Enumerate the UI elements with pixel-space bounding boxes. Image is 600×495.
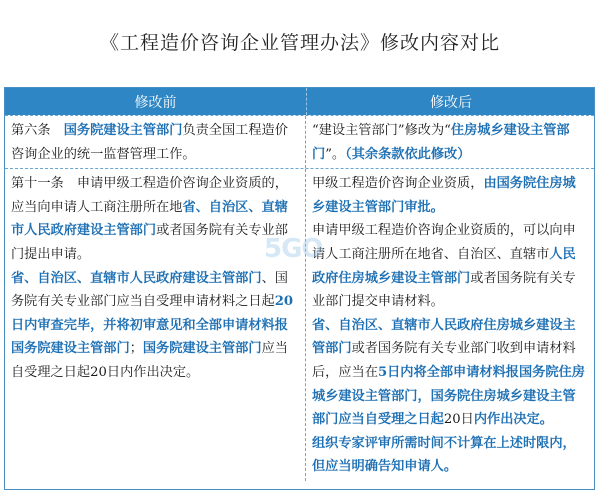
cell-before	[5, 169, 306, 481]
text-segment: 应当自受理之日起20日内作出决定。	[11, 341, 288, 380]
paragraph	[11, 267, 299, 385]
highlighted-text: 组织专家评审所需时间不计算在上述时限内，但应当明确告知申请人。	[312, 435, 576, 475]
text-segment: 20日	[443, 412, 474, 428]
text-segment: ”。	[325, 146, 346, 162]
text-segment: 申请甲级工程造价咨询企业资质的，可以向申请人工商注册所在地省、自治区、直辖市	[312, 223, 576, 262]
text-segment: 、国务院有关专业部门应当自受理申请材料之日起	[11, 270, 288, 310]
table-row	[5, 168, 594, 481]
highlighted-text: 省、自治区、直辖市人民政府住房城乡建设主管部门	[312, 317, 576, 357]
table-body	[5, 115, 594, 481]
header-after: 修改后	[430, 94, 472, 111]
highlighted-text: 住房城乡建设主管部门	[312, 123, 570, 162]
cell-before	[5, 116, 306, 168]
text-segment: “建设主管部门”修改为“	[312, 123, 451, 138]
text-segment: 或者国务院有关专业部门提交申请材料。	[312, 270, 576, 310]
watermark-logo: 5GO	[264, 234, 323, 264]
paragraph	[11, 172, 299, 266]
highlighted-text: 20日内审查完毕，并将初审意见和全部申请材料报国务院建设主管部门	[11, 294, 294, 357]
text-segment: 甲级工程造价咨询企业资质，	[312, 176, 484, 192]
comparison-table	[4, 87, 595, 490]
paragraph	[312, 219, 588, 313]
highlighted-text: 省、自治区、直辖市人民政府建设主管部门	[11, 270, 262, 286]
paragraph	[312, 314, 588, 432]
highlighted-text: 人民政府住房城乡建设主管部门	[312, 246, 576, 286]
cell-after	[306, 116, 594, 168]
highlighted-text: 国务院建设主管部门	[142, 341, 262, 357]
paragraph	[312, 119, 588, 166]
highlighted-text: （其余条款依此修改）	[345, 146, 471, 162]
highlighted-text: 5日内将全部申请材料报国务院住房城乡建设主管部门，国务院住房城乡建设主管部门应当自受理之日起	[312, 364, 585, 428]
paragraph	[312, 172, 588, 219]
table-row	[5, 115, 594, 168]
paragraph	[11, 119, 299, 166]
text-segment: 第六条	[11, 123, 64, 138]
header-before: 修改前	[5, 88, 307, 115]
highlighted-text: 由国务院住房城乡建设主管部门审批。	[312, 176, 576, 215]
text-segment: 第十一条 申请甲级工程造价咨询企业资质的，应当向申请人工商注册所在地	[11, 176, 288, 215]
page-title: 《工程造价咨询企业管理办法》修改内容对比	[99, 32, 500, 54]
text-segment: 负责全国工程造价咨询企业的统一监督管理工作。	[11, 123, 288, 162]
paragraph	[312, 432, 588, 479]
text-segment: 或者国务院有关专业部门提出申请。	[11, 223, 288, 262]
highlighted-text: 国务院建设主管部门	[63, 123, 183, 138]
cell-after	[306, 169, 594, 481]
text-segment: ；	[129, 341, 143, 357]
highlighted-text: 省、自治区、直辖市人民政府建设主管部门	[11, 199, 288, 239]
text-segment: 或者国务院有关专业部门收到申请材料后，应当在	[312, 341, 576, 380]
highlighted-text: 内作出决定。	[473, 412, 553, 428]
table-header	[5, 88, 594, 115]
